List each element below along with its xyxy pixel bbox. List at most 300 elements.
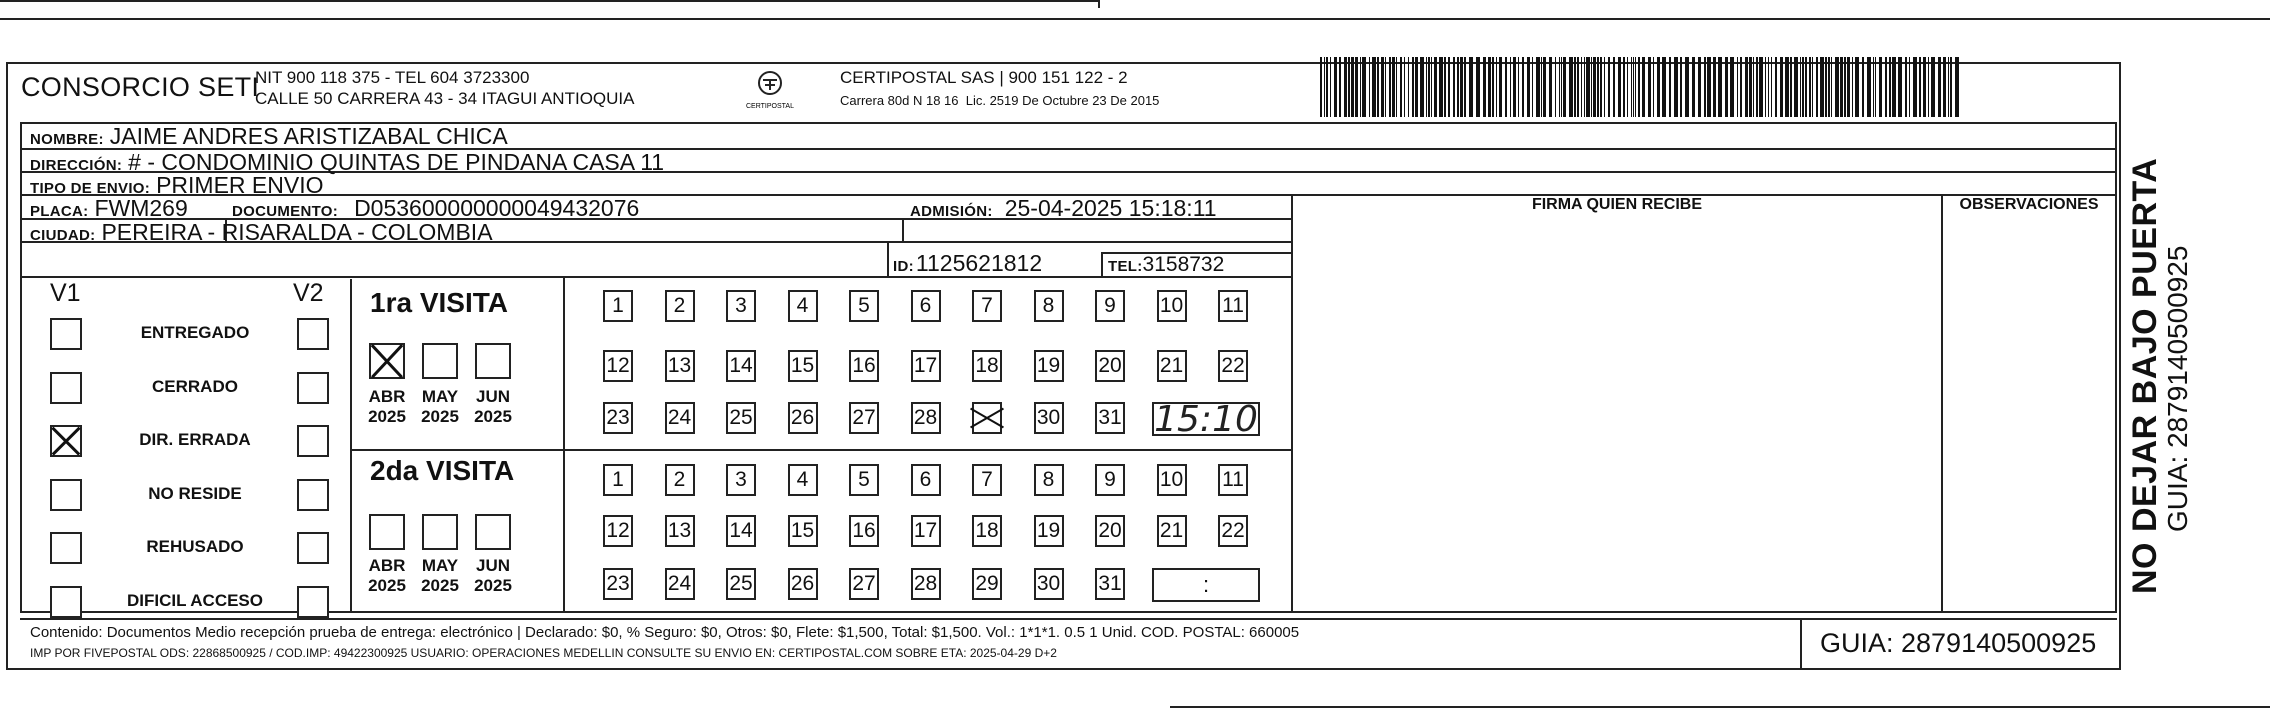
barcode-bar	[1913, 57, 1917, 117]
day-box[interactable]: 30	[1034, 568, 1064, 600]
barcode-bar	[1569, 57, 1573, 117]
day-box[interactable]: 23	[603, 402, 633, 434]
status-label: CERRADO	[152, 376, 238, 396]
barcode-bar	[1549, 57, 1552, 117]
barcode-bar	[1426, 57, 1427, 117]
barcode-bar	[1948, 57, 1949, 117]
barcode-bar	[1400, 57, 1402, 117]
day-box[interactable]: 2	[665, 290, 695, 322]
certipostal-line: CERTIPOSTAL SAS | 900 151 122 - 2	[840, 68, 1128, 87]
day-box[interactable]: 24	[665, 402, 695, 434]
barcode-bar	[1794, 57, 1798, 117]
visit-divider	[563, 276, 565, 613]
barcode-bar	[1448, 57, 1450, 117]
barcode-bar	[1662, 57, 1666, 117]
day-box[interactable]: 15	[788, 515, 818, 547]
month-checkbox[interactable]	[369, 343, 405, 379]
month-checkbox[interactable]	[422, 514, 458, 550]
barcode-bar	[1330, 57, 1331, 117]
barcode-bar	[1638, 57, 1640, 117]
barcode-bar	[1657, 57, 1660, 117]
barcode-bar	[1618, 57, 1621, 117]
barcode-bar	[1434, 57, 1437, 117]
day-box[interactable]: 11	[1218, 290, 1248, 322]
day-box[interactable]: 26	[788, 568, 818, 600]
barcode-bar	[1586, 57, 1590, 117]
barcode-bar	[1392, 57, 1395, 117]
day-box[interactable]: 5	[849, 290, 879, 322]
barcode-bar	[1584, 57, 1585, 117]
nombre-row	[30, 123, 508, 150]
day-box[interactable]: 8	[1034, 464, 1064, 496]
barcode-bar	[1873, 57, 1874, 117]
barcode-bar	[1428, 57, 1430, 117]
barcode-bar	[1812, 57, 1813, 117]
address-line: CALLE 50 CARRERA 43 - 34 ITAGUI ANTIOQUIA	[255, 89, 635, 108]
visit2-title: 2da VISITA	[370, 455, 515, 486]
barcode-bar	[1488, 57, 1491, 117]
barcode-bar	[1555, 57, 1556, 117]
footer-guia-divider	[1800, 618, 1802, 668]
day-box[interactable]: 25	[726, 402, 756, 434]
barcode-bar	[1820, 57, 1824, 117]
v1-checkbox[interactable]	[50, 586, 82, 618]
month-year: 2025	[474, 407, 512, 426]
barcode-bar	[1492, 57, 1494, 117]
id-label: ID:	[893, 258, 914, 275]
company-name: CONSORCIO SETI	[21, 72, 260, 102]
day-box[interactable]: 18	[972, 515, 1002, 547]
barcode-bar	[1875, 57, 1876, 117]
tel-row	[1108, 253, 1224, 277]
admision-value: 25-04-2025 15:18:11	[1004, 195, 1217, 221]
barcode-bar	[1756, 57, 1758, 117]
barcode-bar	[1360, 57, 1361, 117]
day-box[interactable]: 30	[1034, 402, 1064, 434]
barcode-bar	[1608, 57, 1610, 117]
barcode-bar	[1362, 57, 1366, 117]
bottom-edge-line	[1170, 706, 2270, 708]
barcode-bar	[1805, 57, 1807, 117]
day-box[interactable]: 3	[726, 464, 756, 496]
ciudad-row	[30, 219, 493, 246]
barcode-bar	[1385, 57, 1386, 117]
day-box[interactable]: 7	[972, 464, 1002, 496]
barcode-bar	[1692, 57, 1695, 117]
barcode-bar	[1559, 57, 1560, 117]
day-box[interactable]: 31	[1095, 402, 1125, 434]
v2-checkbox[interactable]	[297, 318, 329, 350]
v1-checkbox[interactable]	[50, 532, 82, 564]
barcode-bar	[1831, 57, 1832, 117]
day-box[interactable]: 2	[665, 464, 695, 496]
barcode-bar	[1404, 57, 1405, 117]
barcode-bar	[1348, 57, 1350, 117]
placa-label: PLACA:	[30, 203, 89, 220]
barcode-bar	[1892, 57, 1896, 117]
month-name: ABR	[368, 387, 406, 406]
col-firma-left	[1291, 194, 1293, 613]
barcode-bar	[1355, 57, 1358, 117]
day-box[interactable]: 23	[603, 568, 633, 600]
day-box[interactable]: 6	[911, 290, 941, 322]
barcode-bar	[1816, 57, 1818, 117]
barcode-bar	[1950, 57, 1952, 117]
certipostal-logo	[735, 68, 805, 112]
day-box[interactable]: 14	[726, 515, 756, 547]
no-dejar-bajo-puerta: NO DEJAR BAJO PUERTA	[2126, 157, 2164, 594]
license-line: Carrera 80d N 18 16 Lic. 2519 De Octubre 23 De 2015	[840, 93, 1160, 108]
v1-checkbox[interactable]	[50, 425, 82, 457]
logo-text: CERTIPOSTAL	[746, 103, 794, 110]
day-box[interactable]	[972, 402, 1002, 434]
id-value: 1125621812	[915, 250, 1043, 276]
day-box[interactable]: 1	[603, 464, 633, 496]
day-box[interactable]: 28	[911, 402, 941, 434]
day-box[interactable]: 27	[849, 402, 879, 434]
tel-label: TEL:	[1108, 258, 1143, 275]
barcode-bar	[1844, 57, 1846, 117]
logo-icon	[735, 68, 805, 112]
month-year: 2025	[421, 407, 459, 426]
barcode-bar	[1725, 57, 1728, 117]
day-box[interactable]: 21	[1157, 350, 1187, 382]
barcode-bar	[1543, 57, 1546, 117]
placa-value: FWM269	[94, 195, 188, 221]
barcode-bar	[1919, 57, 1921, 117]
barcode-bar	[1324, 57, 1325, 117]
barcode-bar	[1581, 57, 1582, 117]
status-label: DIFICIL ACCESO	[126, 590, 263, 610]
day-box[interactable]: 17	[911, 350, 941, 382]
barcode-bar	[1847, 57, 1850, 117]
barcode-bar	[1372, 57, 1376, 117]
day-box[interactable]: 10	[1157, 290, 1187, 322]
barcode-bar	[1453, 57, 1455, 117]
barcode-bar	[1828, 57, 1830, 117]
barcode-bar	[1457, 57, 1459, 117]
status-label: ENTREGADO	[140, 323, 250, 342]
barcode-bar	[1389, 57, 1391, 117]
barcode-bar	[1855, 57, 1859, 117]
nit-line: NIT 900 118 375 - TEL 604 3723300	[255, 68, 530, 87]
day-box[interactable]: 12	[603, 350, 633, 382]
month-label	[361, 556, 413, 596]
barcode-bar	[1483, 57, 1486, 117]
barcode-bar	[1561, 57, 1562, 117]
v1-checkbox[interactable]	[50, 318, 82, 350]
month-name: MAY	[421, 556, 459, 575]
barcode-bar	[1765, 57, 1766, 117]
month-year: 2025	[421, 576, 459, 595]
barcode-bar	[1790, 57, 1792, 117]
day-box[interactable]: 9	[1095, 290, 1125, 322]
barcode-bar	[1698, 57, 1701, 117]
barcode-bar	[1613, 57, 1615, 117]
documento-value: D053600000000049432076	[354, 195, 640, 221]
v2-checkbox[interactable]	[297, 532, 329, 564]
month-name: MAY	[421, 387, 459, 406]
barcode-bar	[1351, 57, 1354, 117]
barcode-bar	[1522, 57, 1524, 117]
barcode-bar	[1476, 57, 1480, 117]
barcode-bar	[1749, 57, 1752, 117]
footer-imp-line: IMP POR FIVEPOSTAL ODS: 22868500925 / COD.IMP: 49422300925 USUARIO: OPERACIONES MEDELLIN CONSULTE SU ENVIO EN: CERTIPOSTAL.COM SOBRE ETA: 2025-04-29 D+2	[30, 646, 1057, 660]
barcode-bar	[1713, 57, 1716, 117]
direccion-label: DIRECCIÓN:	[30, 157, 123, 174]
barcode-bar	[1785, 57, 1789, 117]
day-box[interactable]: 17	[911, 515, 941, 547]
barcode-bar	[1574, 57, 1576, 117]
barcode-bar	[1631, 57, 1632, 117]
barcode-bar	[1753, 57, 1754, 117]
barcode-bar	[1867, 57, 1871, 117]
month-year: 2025	[368, 407, 406, 426]
barcode-bar	[1759, 57, 1763, 117]
row-line-6	[20, 276, 1293, 278]
barcode-bar	[1923, 57, 1926, 117]
day-box[interactable]: 26	[788, 402, 818, 434]
visit2-time-box[interactable]	[1152, 568, 1260, 602]
barcode-bar	[1898, 57, 1902, 117]
observaciones-header: OBSERVACIONES	[1959, 196, 2099, 213]
ciudad-label: CIUDAD:	[30, 227, 96, 244]
month-year: 2025	[368, 576, 406, 595]
day-box[interactable]: 12	[603, 515, 633, 547]
day-box[interactable]: 1	[603, 290, 633, 322]
placa-row	[30, 195, 188, 222]
barcode-bar	[1464, 57, 1466, 117]
v2-checkbox[interactable]	[297, 479, 329, 511]
barcode-bar	[1704, 57, 1706, 117]
day-box[interactable]: 25	[726, 568, 756, 600]
barcode-bar	[1591, 57, 1592, 117]
month-checkbox[interactable]	[369, 514, 405, 550]
day-box[interactable]: 6	[911, 464, 941, 496]
footer-guia: GUIA: 2879140500925	[1820, 628, 2097, 658]
barcode-bar	[1593, 57, 1596, 117]
barcode-bar	[1718, 57, 1722, 117]
day-box[interactable]: 22	[1218, 350, 1248, 382]
barcode-bar	[1408, 57, 1409, 117]
barcode-bar	[1532, 57, 1533, 117]
month-name: ABR	[368, 556, 406, 575]
barcode-bar	[1928, 57, 1929, 117]
month-checkbox[interactable]	[475, 514, 511, 550]
barcode-bar	[1809, 57, 1811, 117]
status-label: NO RESIDE	[148, 483, 242, 503]
day-box[interactable]: 19	[1034, 515, 1064, 547]
month-name: JUN	[475, 556, 510, 575]
month-checkbox[interactable]	[475, 343, 511, 379]
barcode-bar	[1412, 57, 1414, 117]
barcode-bar	[1334, 57, 1337, 117]
day-box[interactable]: 4	[788, 464, 818, 496]
day-box[interactable]: 9	[1095, 464, 1125, 496]
admision-row	[910, 195, 1217, 222]
day-box[interactable]: 10	[1157, 464, 1187, 496]
barcode-bar	[1905, 57, 1907, 117]
barcode-bar	[1669, 57, 1671, 117]
v1-checkbox[interactable]	[50, 479, 82, 511]
barcode-bar	[1862, 57, 1864, 117]
barcode-bar	[1396, 57, 1397, 117]
barcode-bar	[1510, 57, 1511, 117]
day-box[interactable]: 8	[1034, 290, 1064, 322]
barcode-bar	[1737, 57, 1738, 117]
month-checkbox[interactable]	[422, 343, 458, 379]
day-box[interactable]: 31	[1095, 568, 1125, 600]
barcode-bar	[1740, 57, 1742, 117]
barcode-bar	[1577, 57, 1579, 117]
day-box[interactable]: 24	[665, 568, 695, 600]
barcode-bar	[1685, 57, 1689, 117]
barcode-bar	[1825, 57, 1827, 117]
barcode-bar	[1439, 57, 1443, 117]
barcode-bar	[1633, 57, 1634, 117]
barcode-bar	[1707, 57, 1711, 117]
barcode-bar	[1496, 57, 1497, 117]
day-box[interactable]: 11	[1218, 464, 1248, 496]
barcode-bar	[1879, 57, 1882, 117]
firma-header: FIRMA QUIEN RECIBE	[1531, 196, 1703, 213]
status-label: REHUSADO	[146, 537, 244, 556]
barcode-bar	[1674, 57, 1678, 117]
barcode-bar	[1623, 57, 1625, 117]
barcode-bar	[1420, 57, 1424, 117]
barcode-bar	[1600, 57, 1602, 117]
id-row	[893, 250, 1042, 277]
status-label: DIR. ERRADA	[139, 430, 251, 449]
barcode-bar	[1431, 57, 1432, 117]
day-box[interactable]: 14	[726, 350, 756, 382]
barcode-bar	[1536, 57, 1540, 117]
month-label	[467, 387, 519, 427]
month-label	[361, 387, 413, 427]
day-box[interactable]: 20	[1095, 350, 1125, 382]
barcode-bar	[1885, 57, 1887, 117]
barcode-bar	[1835, 57, 1839, 117]
admision-label: ADMISIÓN:	[910, 203, 993, 220]
month-label	[467, 556, 519, 596]
day-box[interactable]: 21	[1157, 515, 1187, 547]
tipo-label: TIPO DE ENVIO:	[30, 180, 151, 197]
day-box[interactable]: 22	[1218, 515, 1248, 547]
month-name: JUN	[475, 387, 510, 406]
direccion-value: # - CONDOMINIO QUINTAS DE PINDANA CASA 11	[128, 149, 665, 175]
v1-checkbox[interactable]	[50, 372, 82, 404]
barcode-bar	[1344, 57, 1347, 117]
day-box[interactable]: 15	[788, 350, 818, 382]
day-box[interactable]: 16	[849, 350, 879, 382]
id-divider	[887, 241, 889, 276]
day-box[interactable]: 20	[1095, 515, 1125, 547]
barcode-bar	[1518, 57, 1519, 117]
barcode-bar	[1955, 57, 1959, 117]
barcode-bar	[1339, 57, 1341, 117]
barcode-bar	[1499, 57, 1502, 117]
day-box[interactable]: 13	[665, 350, 695, 382]
barcode-bar	[1627, 57, 1628, 117]
barcode-bar	[1771, 57, 1772, 117]
barcode-bar	[1768, 57, 1769, 117]
day-box[interactable]: 18	[972, 350, 1002, 382]
documento-row	[232, 195, 639, 222]
footer-content-line: Contenido: Documentos Medio recepción prueba de entrega: electrónico | Declarado: $0, % Seguro: $0, Otros: $0, Flete: $1,500, Total: $1,500. Vol.: 1*1*1. 0.5 1 Unid. COD. POSTAL: 660005	[30, 624, 1300, 641]
barcode-bar	[1780, 57, 1783, 117]
nombre-value: JAIME ANDRES ARISTIZABAL CHICA	[109, 123, 508, 149]
barcode-bar	[1381, 57, 1384, 117]
barcode-bar	[1527, 57, 1530, 117]
barcode-bar	[1653, 57, 1654, 117]
barcode-bar	[1563, 57, 1566, 117]
day-box[interactable]: 13	[665, 515, 695, 547]
v1-label: V1	[50, 279, 81, 307]
ciudad-value: PEREIRA - RISARALDA - COLOMBIA	[101, 219, 493, 245]
time-value: 15:10	[1154, 398, 1258, 440]
day-box[interactable]: 5	[849, 464, 879, 496]
barcode-bar	[1635, 57, 1636, 117]
day-box[interactable]: 4	[788, 290, 818, 322]
guia-vertical: GUIA: 2879140500925	[2162, 245, 2193, 532]
barcode-bar	[1505, 57, 1507, 117]
barcode	[1320, 57, 1963, 117]
barcode-bar	[1852, 57, 1853, 117]
barcode-bar	[1513, 57, 1516, 117]
day-box[interactable]: 29	[972, 568, 1002, 600]
tipo-value: PRIMER ENVIO	[156, 172, 324, 198]
visit-separator	[352, 449, 1292, 451]
barcode-bar	[1648, 57, 1651, 117]
barcode-bar	[1326, 57, 1328, 117]
barcode-bar	[1377, 57, 1379, 117]
month-label	[414, 387, 466, 427]
barcode-bar	[1469, 57, 1473, 117]
time-value: :	[1202, 572, 1210, 597]
nombre-label: NOMBRE:	[30, 131, 104, 148]
top-edge-line	[0, 0, 1100, 2]
day-box[interactable]: 16	[849, 515, 879, 547]
barcode-bar	[1938, 57, 1941, 117]
barcode-bar	[1320, 57, 1322, 117]
barcode-bar	[1597, 57, 1599, 117]
barcode-bar	[1680, 57, 1682, 117]
tel-value: 3158732	[1142, 253, 1225, 276]
day-box[interactable]: 7	[972, 290, 1002, 322]
tel-divider	[1101, 252, 1103, 276]
barcode-bar	[1909, 57, 1910, 117]
day-box[interactable]: 3	[726, 290, 756, 322]
v2-checkbox[interactable]	[297, 586, 329, 618]
barcode-bar	[1840, 57, 1843, 117]
day-box[interactable]: 19	[1034, 350, 1064, 382]
day-box[interactable]: 28	[911, 568, 941, 600]
month-year: 2025	[474, 576, 512, 595]
month-label	[414, 556, 466, 596]
barcode-bar	[1931, 57, 1935, 117]
v2-label: V2	[293, 279, 324, 307]
v2-checkbox[interactable]	[297, 425, 329, 457]
barcode-bar	[1369, 57, 1370, 117]
day-box[interactable]: 27	[849, 568, 879, 600]
barcode-bar	[1802, 57, 1804, 117]
barcode-bar	[1642, 57, 1645, 117]
visit1-time-box[interactable]	[1152, 398, 1260, 440]
barcode-bar	[1800, 57, 1801, 117]
footer-top-line	[20, 618, 2117, 620]
v2-checkbox[interactable]	[297, 372, 329, 404]
barcode-bar	[1943, 57, 1946, 117]
